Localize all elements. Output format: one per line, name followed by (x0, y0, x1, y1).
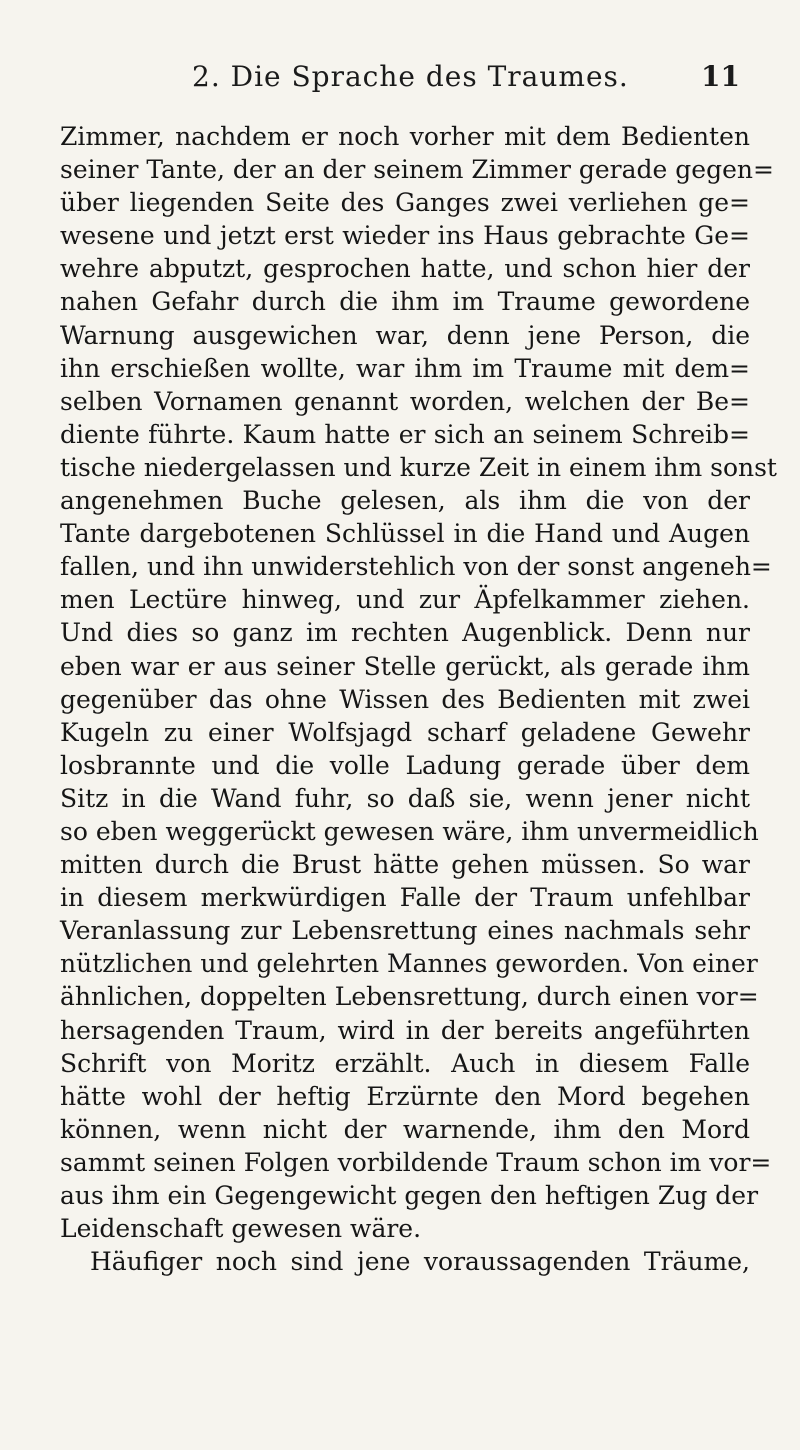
text-line: hersagenden Traum, wird in der bereits angeführten (60, 1015, 750, 1045)
text-line: können, wenn nicht der warnende, ihm den Mord (60, 1114, 750, 1144)
text-line: Und dies so ganz im rechten Augenblick. Denn nur (60, 618, 750, 648)
text-line: Tante dargebotenen Schlüssel in die Hand und Augen (60, 519, 750, 549)
text-line: so eben weggerückt gewesen wäre, ihm unvermeidlich (60, 816, 759, 846)
running-title: 2. Die Sprache des Traumes. (192, 60, 629, 93)
text-line: men Lectüre hinweg, und zur Äpfelkammer ziehen. (60, 585, 750, 615)
text-line: nützlichen und gelehrten Mannes geworden. Von einer (60, 949, 758, 979)
text-line: Zimmer, nachdem er noch vorher mit dem Bedienten (60, 122, 750, 151)
text-line: fallen, und ihn unwiderstehlich von der sonst angeneh= (60, 552, 772, 582)
text-line: wesene und jetzt erst wieder ins Haus gebrachte Ge= (60, 221, 750, 251)
text-line: aus ihm ein Gegengewicht gegen den heftigen Zug der (60, 1181, 759, 1210)
text-line: Häufiger noch sind jene voraussagenden Träume, (90, 1247, 750, 1277)
text-line: Kugeln zu einer Wolfsjagd scharf geladene Gewehr (60, 717, 750, 747)
text-line: ähnlichen, doppelten Lebensrettung, durch einen vor= (60, 982, 759, 1012)
body-text (60, 120, 777, 1278)
text-line: gegenüber das ohne Wissen des Bedienten mit zwei (60, 684, 750, 714)
text-line: mitten durch die Brust hätte gehen müssen. So war (60, 850, 750, 880)
text-line: eben war er aus seiner Stelle gerückt, als gerade ihm (60, 651, 750, 681)
text-line: nahen Gefahr durch die ihm im Traume gewordene (60, 287, 750, 317)
text-line: Schrift von Moritz erzählt. Auch in diesem Falle (60, 1048, 750, 1078)
text-line: hätte wohl der heftig Erzürnte den Mord begehen (60, 1081, 750, 1111)
text-line: ihn erschießen wollte, war ihm im Traume mit dem= (60, 353, 750, 383)
text-line: seiner Tante, der an der seinem Zimmer gerade gegen= (60, 155, 774, 185)
text-line: Veranlassung zur Lebensrettung eines nachmals sehr (60, 916, 750, 946)
text-line: über liegenden Seite des Ganges zwei verliehen ge= (60, 188, 750, 218)
text-line: Leidenschaft gewesen wäre. (60, 1214, 422, 1244)
text-line: in diesem merkwürdigen Falle der Traum unfehlbar (60, 883, 750, 913)
text-line: Warnung ausgewichen war, denn jene Person, die (60, 320, 750, 350)
text-line: angenehmen Buche gelesen, als ihm die von der (60, 486, 750, 516)
text-line: selben Vornamen genannt worden, welchen der Be= (60, 386, 750, 416)
text-line: Sitz in die Wand fuhr, so daß sie, wenn jener nicht (60, 783, 750, 813)
text-line: sammt seinen Folgen vorbildende Traum schon im vor= (60, 1147, 772, 1177)
page-header (60, 60, 740, 100)
text-line: wehre abputzt, gesprochen hatte, und schon hier der (60, 254, 750, 284)
text-line: tische niedergelassen und kurze Zeit in einem ihm sonst (60, 452, 777, 482)
text-line: diente führte. Kaum hatte er sich an seinem Schreib= (60, 419, 750, 449)
page-number: 11 (701, 60, 740, 93)
text-line: losbrannte und die volle Ladung gerade über dem (60, 750, 750, 780)
